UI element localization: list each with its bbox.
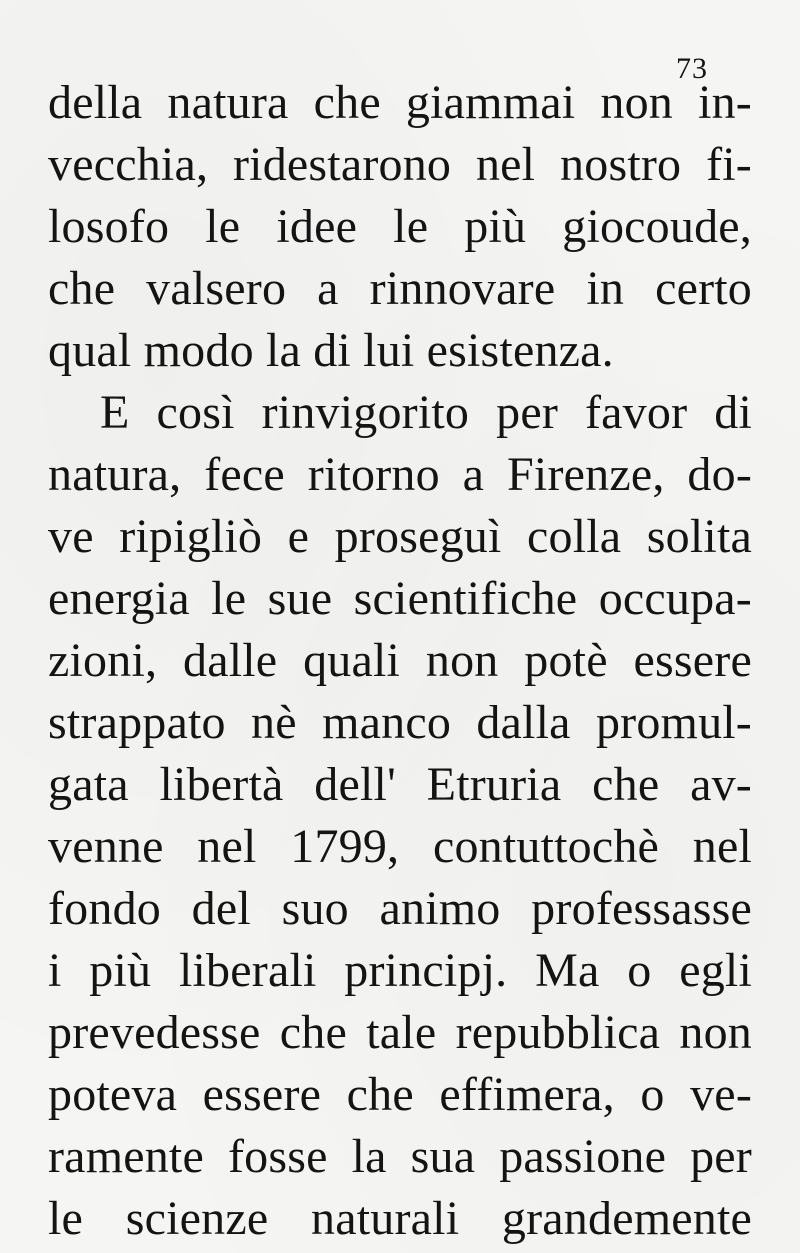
paragraph-start-line: E così rinvigorito per favor di [100, 386, 752, 439]
text-line: energia le sue scientifiche occupa- [48, 572, 752, 625]
text-line: poteva essere che effimera, o ve- [48, 1068, 752, 1121]
body-text [48, 72, 752, 1250]
text-line: vecchia, ridestarono nel nostro fi- [48, 138, 752, 191]
text-line: prevedesse che tale repubblica non [48, 1006, 752, 1059]
text-line: che valsero a rinnovare in certo [48, 262, 752, 315]
text-line: losofo le idee le più giocoude, [48, 200, 752, 253]
text-line: natura, fece ritorno a Firenze, do- [48, 448, 752, 501]
text-line: strappato nè manco dalla promul- [48, 696, 752, 749]
text-line: ve ripigliò e proseguì colla solita [48, 510, 752, 563]
text-line: fondo del suo animo professasse [48, 882, 752, 935]
text-line: le scienze naturali grandemente [48, 1192, 752, 1245]
page-number: 73 [676, 52, 708, 85]
text-line: i più liberali principj. Ma o egli [48, 944, 752, 997]
text-line: della natura che giammai non in- [48, 76, 752, 129]
text-line: gata libertà dell' Etruria che av- [48, 758, 752, 811]
text-line: zioni, dalle quali non potè essere [48, 634, 752, 687]
text-line: ramente fosse la sua passione per [48, 1130, 752, 1183]
text-line: venne nel 1799, contuttochè nel [48, 820, 752, 873]
paragraph-end-line: qual modo la di lui esistenza. [48, 324, 614, 377]
